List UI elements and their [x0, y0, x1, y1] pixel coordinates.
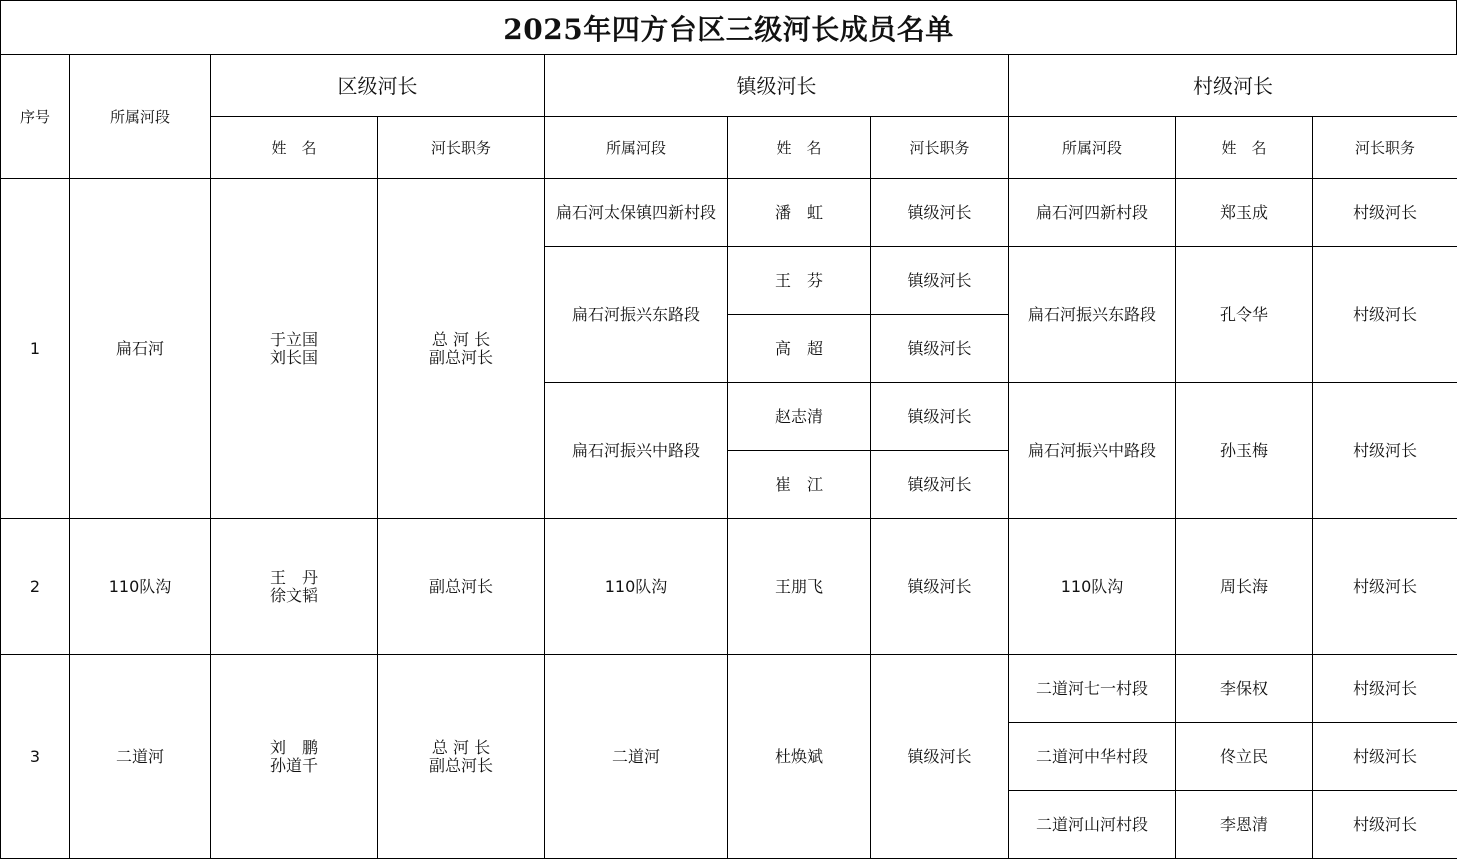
town-name-cell: 王 芬: [728, 247, 871, 315]
seq-cell: 1: [1, 179, 70, 519]
village-section-cell: 扁石河振兴东路段: [1009, 247, 1176, 383]
village-duty-cell: 村级河长: [1313, 655, 1457, 723]
town-duty-cell: 镇级河长: [871, 383, 1009, 451]
district-name: 徐文韬: [211, 587, 377, 605]
district-name: 王 丹: [211, 569, 377, 587]
village-duty-cell: 村级河长: [1313, 179, 1457, 247]
village-section-cell: 二道河山河村段: [1009, 791, 1176, 859]
table-row: [1, 519, 1457, 587]
district-name: 孙道千: [211, 757, 377, 775]
header-seq: 序号: [1, 55, 70, 179]
town-name-cell: 杜焕斌: [728, 655, 871, 859]
town-section-cell: 110队沟: [545, 519, 728, 655]
town-name-cell: 崔 江: [728, 451, 871, 519]
town-duty-cell: 镇级河长: [871, 451, 1009, 519]
village-section-cell: 扁石河四新村段: [1009, 179, 1176, 247]
seq-cell: 2: [1, 519, 70, 655]
village-duty-cell: 村级河长: [1313, 723, 1457, 791]
district-duties-cell: [378, 179, 545, 519]
village-name-cell: 李恩清: [1176, 791, 1313, 859]
header-town-duty: 河长职务: [871, 117, 1009, 179]
header-town-section: 所属河段: [545, 117, 728, 179]
town-name-cell: 赵志清: [728, 383, 871, 451]
header-district-name: 姓 名: [211, 117, 378, 179]
village-name-cell: 孙玉梅: [1176, 383, 1313, 519]
village-section-cell: 110队沟: [1009, 519, 1176, 655]
seq-cell: 3: [1, 655, 70, 859]
river-cell: 二道河: [70, 655, 211, 859]
district-duties-cell: 副总河长: [378, 519, 545, 655]
town-duty-cell: 镇级河长: [871, 247, 1009, 315]
header-town-name: 姓 名: [728, 117, 871, 179]
page-title: 2025年四方台区三级河长成员名单: [0, 0, 1457, 54]
village-section-cell: 二道河中华村段: [1009, 723, 1176, 791]
town-duty-cell: 镇级河长: [871, 179, 1009, 247]
header-village-name: 姓 名: [1176, 117, 1313, 179]
village-name-cell: 孔令华: [1176, 247, 1313, 383]
header-district-group: 区级河长: [211, 55, 545, 117]
town-duty-cell: 镇级河长: [871, 655, 1009, 859]
village-duty-cell: 村级河长: [1313, 383, 1457, 519]
header-village-section: 所属河段: [1009, 117, 1176, 179]
town-duty-cell: 镇级河长: [871, 519, 1009, 655]
village-duty-cell: 村级河长: [1313, 519, 1457, 655]
district-names-cell: [211, 179, 378, 519]
header-town-group: 镇级河长: [545, 55, 1009, 117]
header-village-duty: 河长职务: [1313, 117, 1457, 179]
river-cell: 扁石河: [70, 179, 211, 519]
header-village-group: 村级河长: [1009, 55, 1457, 117]
district-duty: 副总河长: [378, 757, 544, 775]
district-name: 刘 鹏: [211, 739, 377, 757]
header-river: 所属河段: [70, 55, 211, 179]
district-name: 于立国: [211, 331, 377, 349]
town-section-cell: 扁石河振兴东路段: [545, 247, 728, 383]
district-duties-cell: [378, 655, 545, 859]
river-cell: 110队沟: [70, 519, 211, 655]
town-section-cell: 二道河: [545, 655, 728, 859]
village-name-cell: 周长海: [1176, 519, 1313, 655]
village-section-cell: 扁石河振兴中路段: [1009, 383, 1176, 519]
village-name-cell: 佟立民: [1176, 723, 1313, 791]
village-name-cell: 郑玉成: [1176, 179, 1313, 247]
town-section-cell: 扁石河振兴中路段: [545, 383, 728, 519]
village-section-cell: 二道河七一村段: [1009, 655, 1176, 723]
village-duty-cell: 村级河长: [1313, 247, 1457, 383]
district-name: 刘长国: [211, 349, 377, 367]
town-duty-cell: 镇级河长: [871, 315, 1009, 383]
table-row: [1, 655, 1457, 723]
village-duty-cell: 村级河长: [1313, 791, 1457, 859]
town-name-cell: 王朋飞: [728, 519, 871, 655]
town-name-cell: 高 超: [728, 315, 871, 383]
town-name-cell: 潘 虹: [728, 179, 871, 247]
header-district-duty: 河长职务: [378, 117, 545, 179]
town-section-cell: 扁石河太保镇四新村段: [545, 179, 728, 247]
district-duty: 总 河 长: [378, 739, 544, 757]
district-duty: 副总河长: [378, 349, 544, 367]
district-names-cell: [211, 655, 378, 859]
district-duty: 总 河 长: [378, 331, 544, 349]
river-chief-table: [0, 54, 1457, 859]
district-names-cell: [211, 519, 378, 655]
table-row: [1, 179, 1457, 247]
village-name-cell: 李保权: [1176, 655, 1313, 723]
